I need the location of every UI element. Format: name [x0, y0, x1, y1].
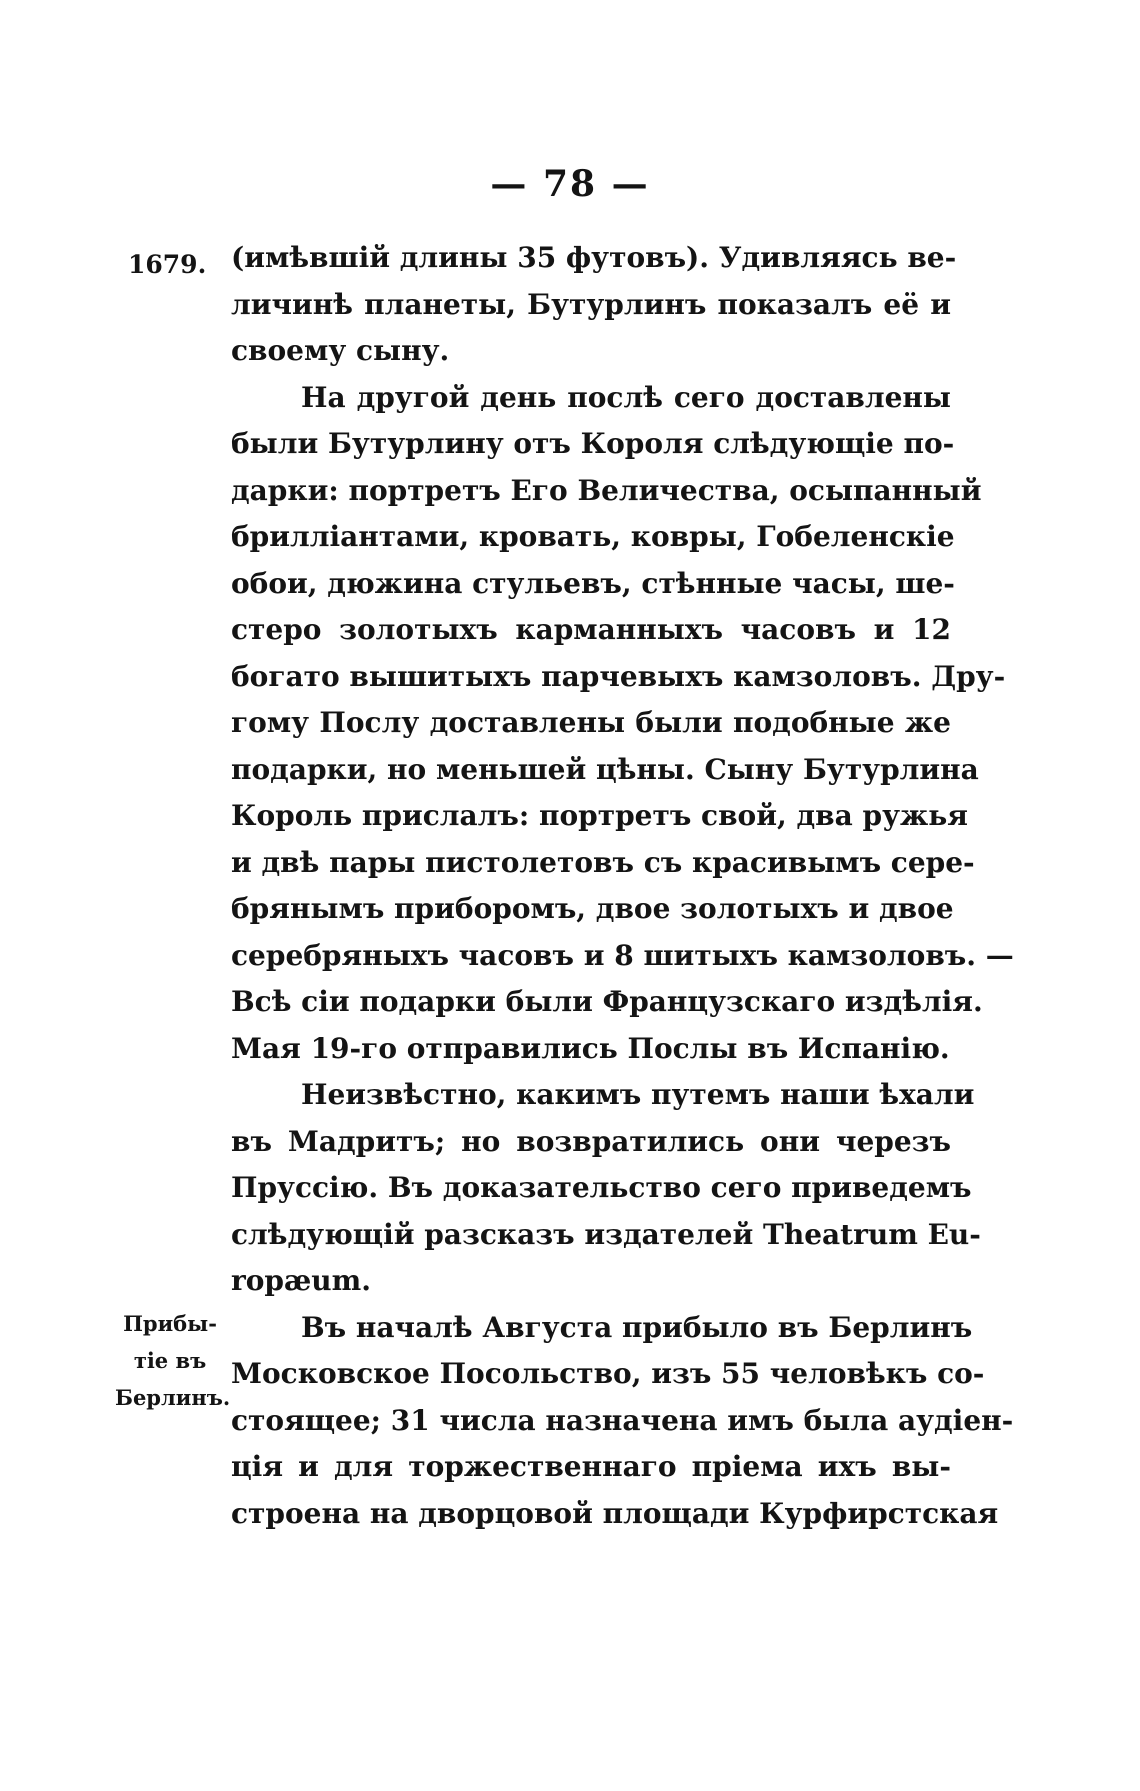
text-line: (имѣвшій длины 35 футовъ). Удивляясь ве-: [231, 241, 957, 274]
margin-note-line: Прибы-: [123, 1311, 217, 1336]
text-line: дарки: портретъ Его Величества, осыпанный: [231, 473, 982, 507]
text-line: Всѣ сіи подарки были Французскаго издѣлія.: [231, 985, 983, 1018]
text-line: Неизвѣстно, какимъ путемъ наши ѣхали: [301, 1078, 975, 1111]
text-line: Московское Посольство, изъ 55 человѣкъ со-: [231, 1357, 985, 1390]
page-number: — 78 —: [490, 163, 650, 205]
text-line: подарки, но меньшей цѣны. Сыну Бутурлина: [231, 752, 979, 786]
text-line: ropæum.: [231, 1264, 372, 1297]
text-line: въ Мадритъ; но возвратились они черезъ: [231, 1124, 951, 1158]
text-line: своему сыну.: [231, 334, 450, 367]
text-line: слѣдующій разсказъ издателей Theatrum Eu-: [231, 1217, 981, 1251]
body-text: [231, 235, 1014, 1537]
text-line: На другой день послѣ сего доставлены: [301, 380, 951, 414]
text-line: гому Послу доставлены были подобные же: [231, 706, 951, 739]
text-line: ція и для торжественнаго пріема ихъ вы-: [231, 1450, 951, 1483]
text-line: личинѣ планеты, Бутурлинъ показалъ её и: [231, 287, 951, 321]
text-line: стоящее; 31 числа назначена имъ была аудіен-: [231, 1403, 1014, 1437]
text-line: брянымъ приборомъ, двое золотыхъ и двое: [231, 892, 954, 925]
text-line: обои, дюжина стульевъ, стѣнные часы, ше-: [231, 566, 955, 600]
text-line: брилліантами, кровать, ковры, Гобеленскіе: [231, 520, 955, 553]
text-line: Въ началѣ Августа прибыло въ Берлинъ: [301, 1310, 973, 1344]
text-line: и двѣ пары пистолетовъ съ красивымъ сере-: [231, 845, 975, 879]
margin-year: 1679.: [128, 250, 207, 279]
margin-note: [115, 1305, 231, 1416]
text-line: стеро золотыхъ карманныхъ часовъ и 12: [231, 613, 951, 646]
text-line: богато вышитыхъ парчевыхъ камзоловъ. Дру-: [231, 659, 1006, 693]
margin-note-line: тіе въ: [133, 1348, 207, 1373]
text-line: Пруссію. Въ доказательство сего приведемъ: [231, 1171, 972, 1204]
text-line: Король прислалъ: портретъ свой, два ружья: [231, 799, 968, 832]
margin-note-line: Берлинъ.: [115, 1385, 231, 1410]
text-line: были Бутурлину отъ Короля слѣдующіе по-: [231, 427, 955, 460]
text-line: строена на дворцовой площади Курфирстская: [231, 1496, 999, 1530]
text-line: Мая 19-го отправились Послы въ Испанію.: [231, 1031, 950, 1065]
text-line: серебряныхъ часовъ и 8 шитыхъ камзоловъ. —: [231, 938, 1014, 972]
